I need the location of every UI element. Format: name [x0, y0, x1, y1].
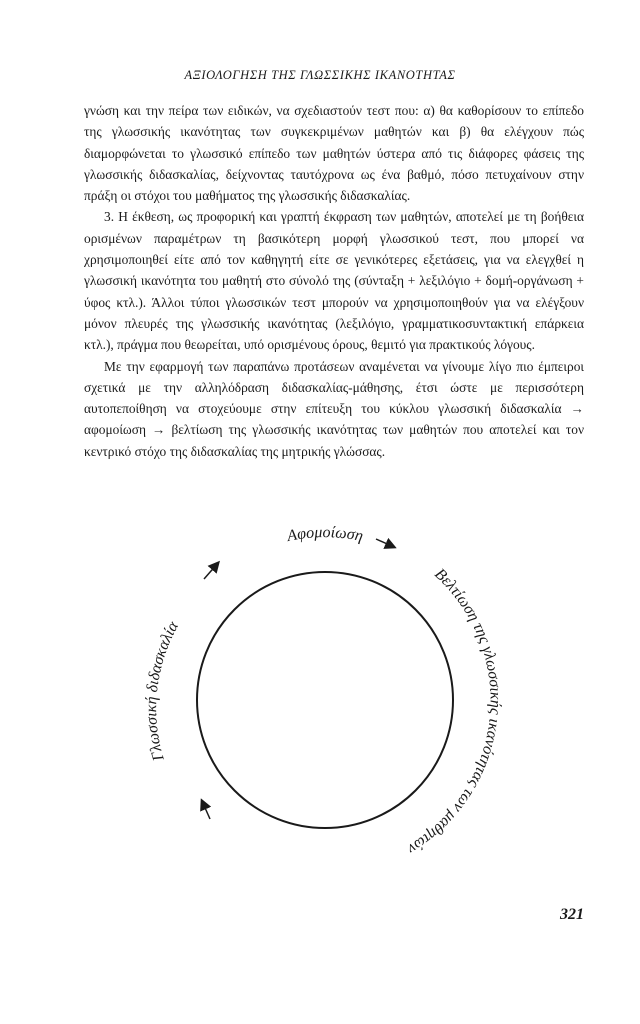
paragraph-3: Με την εφαρμογή των παραπάνω προτάσεων αναμένεται να γίνουμε λίγο πιο έμπειροι σχετικά με την αλληλόδραση διδασκαλίας-μάθησης, έτσι ώστε με περισσότερη αυτοπεποίθηση να στοχεύουμε στην επίτευξη του κύκλου γλωσσική διδασκαλία → αφομοίωση → βελτίωση της γλωσσικής ικανότητας των μαθητών που αποτελεί και τον κεντρικό στόχο της διδασκαλίας της μητρικής γλώσσας. [84, 358, 584, 459]
label-assimilation: Αφομοίωση [285, 524, 365, 546]
cycle-svg [130, 505, 520, 895]
arrow-to-assimilation [204, 563, 218, 579]
learning-cycle-diagram [130, 505, 520, 895]
running-head: ΑΞΙΟΛΟΓΗΣΗ ΤΗΣ ΓΛΩΣΣΙΚΗΣ ΙΚΑΝΟΤΗΤΑΣ [184, 68, 456, 82]
body-text [84, 100, 584, 462]
page-number: 321 [560, 906, 584, 923]
label-improvement: Βελτίωση της γλωσσικής ικανότητας των μαθητών [404, 565, 504, 858]
cycle-circle [197, 572, 453, 828]
arrow-from-bottom [202, 801, 210, 819]
paragraph-1: γνώση και την πείρα των ειδικών, να σχεδιαστούν τεστ που: α) θα καθορίσουν το επίπεδο της γλωσσικής ικανότητας των συγκεκριμένων μαθητών και β) θα ελέγχουν πώς διαμορφώνεται το γλωσσικό επίπεδο των μαθητών ύστερα από τις διάφορες φάσεις της γλωσσικής διδασκαλίας, δείχνοντας ταυτόχρονα ως ένα βαθμό, πόσο πετυχαίνουν στην πράξη οι στόχοι του μαθήματος της γλωσσικής διδασκαλίας. [84, 103, 584, 204]
paragraph-2: 3. Η έκθεση, ως προφορική και γραπτή έκφραση των μαθητών, αποτελεί με τη βοήθεια ορισμένων παραμέτρων τη βασικότερη μορφή γλωσσικού τεστ, που μπορεί να χρησιμοποιηθεί είτε από τον καθηγητή είτε σε γενικότερες εξετάσεις, για να ελεγχθεί η γλωσσική ικανότητα του μαθητή στο σύνολό της (σύνταξη + λεξιλόγιο + δομή-οργάνωση + ύφος κτλ.). Άλλοι τύποι γλωσσικών τεστ μπορούν να χρησιμοποιηθούν για να ελέγξουν μόνον πλευρές της γλωσσικής ικανότητας (λεξιλόγιο, γραμματικοσυντακτική επάρκεια κτλ.), πράγμα που θεωρείται, υπό ορισμένους όρους, θεμιτό για πρακτικούς λόγους. [84, 209, 584, 353]
label-language-teaching: Γλωσσική διδασκαλία [143, 618, 183, 763]
arrow-to-improvement [376, 539, 394, 547]
